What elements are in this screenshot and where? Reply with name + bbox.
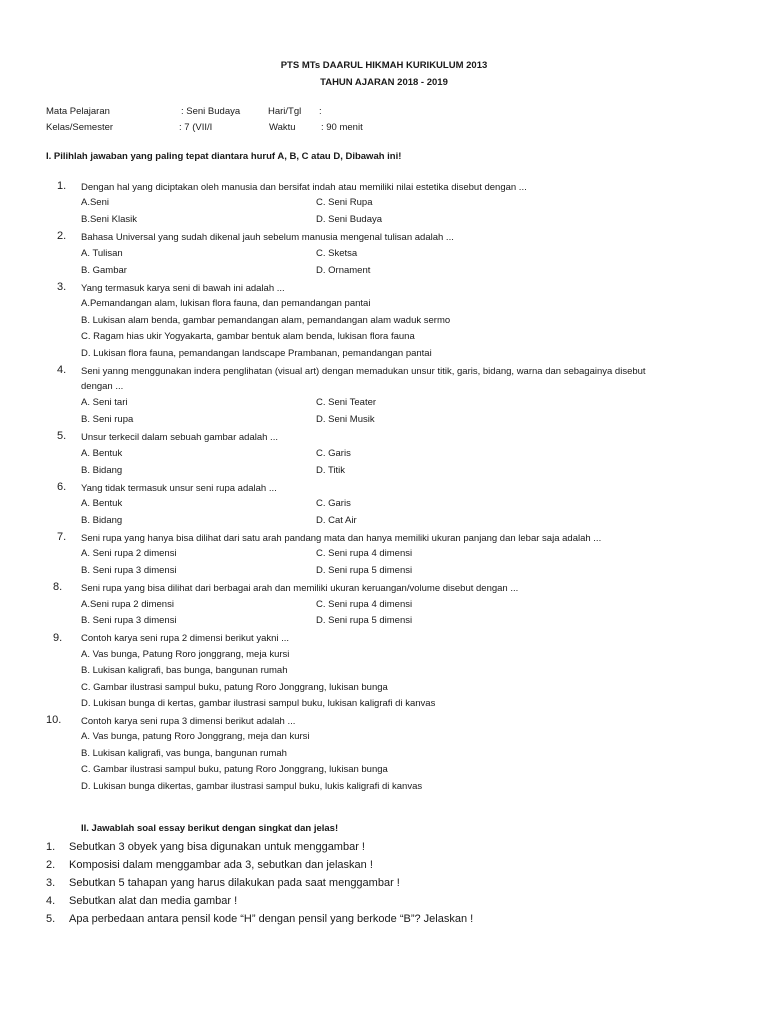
option-c: C. Seni Teater: [316, 397, 377, 408]
essay-number: 5.: [46, 913, 56, 925]
option-c: C. Gambar ilustrasi sampul buku, patung Roro Jonggrang, lukisan bunga: [81, 682, 388, 693]
option-b: B. Lukisan alam benda, gambar pemandangan alam, pemandangan alam waduk sermo: [81, 315, 451, 326]
question-number: 4.: [57, 364, 67, 376]
essay-question: Sebutkan 3 obyek yang bisa digunakan untuk menggambar !: [69, 841, 365, 853]
question-number: 8.: [53, 581, 63, 593]
question-number: 3.: [57, 281, 67, 293]
option-d: D. Seni Musik: [316, 414, 375, 425]
option-d: D. Lukisan bunga di kertas, gambar ilustrasi sampul buku, lukisan kaligrafi di kanvas: [81, 698, 436, 709]
option-d: D. Seni rupa 5 dimensi: [316, 565, 413, 576]
option-d: D. Seni rupa 5 dimensi: [316, 615, 413, 626]
class-value: : 7 (VII/I: [179, 122, 213, 133]
option-b: B. Seni rupa 3 dimensi: [81, 615, 177, 626]
option-b: B. Gambar: [81, 265, 127, 276]
time-label: Waktu: [269, 122, 296, 133]
option-c: C. Seni Rupa: [316, 197, 373, 208]
option-c: C. Seni rupa 4 dimensi: [316, 599, 413, 610]
option-a: A. Vas bunga, patung Roro Jonggrang, meja dan kursi: [81, 731, 310, 742]
question-number: 1.: [57, 180, 67, 192]
question-number: 2.: [57, 230, 67, 242]
question-text: Seni yanng menggunakan indera penglihatan (visual art) dengan memadukan unsur titik, garis, bidang, warna dan sebagainya disebut: [81, 366, 646, 377]
option-b: B. Bidang: [81, 515, 123, 526]
option-c: C. Seni rupa 4 dimensi: [316, 548, 413, 559]
option-c: C. Ragam hias ukir Yogyakarta, gambar bentuk alam benda, lukisan flora fauna: [81, 331, 415, 342]
option-a: A. Bentuk: [81, 448, 123, 459]
option-b: B. Bidang: [81, 465, 123, 476]
option-d: D. Seni Budaya: [316, 214, 383, 225]
question-text-continued: dengan ...: [81, 381, 124, 392]
question-text: Contoh karya seni rupa 2 dimensi berikut yakni ...: [81, 633, 290, 644]
subject-label: Mata Pelajaran: [46, 106, 110, 117]
question-text: Seni rupa yang hanya bisa dilihat dari satu arah pandang mata dan hanya memiliki ukuran panjang dan lebar saja adalah ...: [81, 533, 602, 544]
exam-title: PTS MTs DAARUL HIKMAH KURIKULUM 2013: [280, 60, 488, 71]
question-text: Bahasa Universal yang sudah dikenal jauh sebelum manusia mengenal tulisan adalah ...: [81, 232, 454, 243]
essay-question: Komposisi dalam menggambar ada 3, sebutkan dan jelaskan !: [69, 859, 373, 871]
option-a: A.Seni: [81, 197, 109, 208]
essay-number: 3.: [46, 877, 56, 889]
section2-instruction: II. Jawablah soal essay berikut dengan singkat dan jelas!: [81, 823, 339, 834]
option-a: A. Vas bunga, Patung Roro jonggrang, meja kursi: [81, 649, 290, 660]
option-b: B. Lukisan kaligrafi, vas bunga, bangunan rumah: [81, 748, 287, 759]
option-a: A. Seni tari: [81, 397, 128, 408]
time-value: : 90 menit: [321, 122, 363, 133]
question-number: 5.: [57, 430, 67, 442]
option-d: D. Ornament: [316, 265, 371, 276]
essay-number: 2.: [46, 859, 56, 871]
option-a: A. Seni rupa 2 dimensi: [81, 548, 177, 559]
option-c: C. Garis: [316, 498, 351, 509]
option-d: D. Lukisan flora fauna, pemandangan landscape Prambanan, pemandangan pantai: [81, 348, 432, 359]
essay-number: 4.: [46, 895, 56, 907]
day-value: :: [319, 106, 322, 117]
question-text: Yang termasuk karya seni di bawah ini adalah ...: [81, 283, 285, 294]
option-d: D. Lukisan bunga dikertas, gambar ilustrasi sampul buku, lukis kaligrafi di kanvas: [81, 781, 423, 792]
question-text: Dengan hal yang diciptakan oleh manusia dan bersifat indah atau memiliki nilai estetika disebut dengan ...: [81, 182, 527, 193]
option-b: B. Seni rupa: [81, 414, 134, 425]
option-a: A.Pemandangan alam, lukisan flora fauna, dan pemandangan pantai: [81, 298, 371, 309]
question-number: 10.: [46, 714, 62, 726]
class-label: Kelas/Semester: [46, 122, 114, 133]
question-text: Contoh karya seni rupa 3 dimensi berikut adalah ...: [81, 716, 296, 727]
option-b: B. Seni rupa 3 dimensi: [81, 565, 177, 576]
option-a: A. Bentuk: [81, 498, 123, 509]
question-number: 7.: [57, 531, 67, 543]
question-text: Yang tidak termasuk unsur seni rupa adalah ...: [81, 483, 277, 494]
option-b: B.Seni Klasik: [81, 214, 137, 225]
subject-value: : Seni Budaya: [181, 106, 241, 117]
option-c: C. Gambar ilustrasi sampul buku, patung Roro Jonggrang, lukisan bunga: [81, 764, 388, 775]
option-c: C. Sketsa: [316, 248, 358, 259]
essay-question: Sebutkan 5 tahapan yang harus dilakukan pada saat menggambar !: [69, 877, 400, 889]
essay-number: 1.: [46, 841, 56, 853]
essay-question: Sebutkan alat dan media gambar !: [69, 895, 238, 907]
option-d: D. Titik: [316, 465, 346, 476]
day-label: Hari/Tgl: [268, 106, 302, 117]
section1-instruction: I. Pilihlah jawaban yang paling tepat diantara huruf A, B, C atau D, Dibawah ini!: [46, 151, 402, 162]
question-number: 6.: [57, 481, 67, 493]
option-d: D. Cat Air: [316, 515, 357, 526]
option-c: C. Garis: [316, 448, 351, 459]
essay-question: Apa perbedaan antara pensil kode “H” dengan pensil yang berkode “B”? Jelaskan !: [69, 913, 474, 925]
question-text: Seni rupa yang bisa dilihat dari berbagai arah dan memiliki ukuran keruangan/volume disebut dengan ...: [81, 583, 519, 594]
option-a: A. Tulisan: [81, 248, 123, 259]
question-number: 9.: [53, 632, 63, 644]
option-a: A.Seni rupa 2 dimensi: [81, 599, 174, 610]
exam-academic-year: TAHUN AJARAN 2018 - 2019: [320, 77, 448, 88]
question-text: Unsur terkecil dalam sebuah gambar adalah ...: [81, 432, 278, 443]
option-b: B. Lukisan kaligrafi, bas bunga, bangunan rumah: [81, 665, 288, 676]
